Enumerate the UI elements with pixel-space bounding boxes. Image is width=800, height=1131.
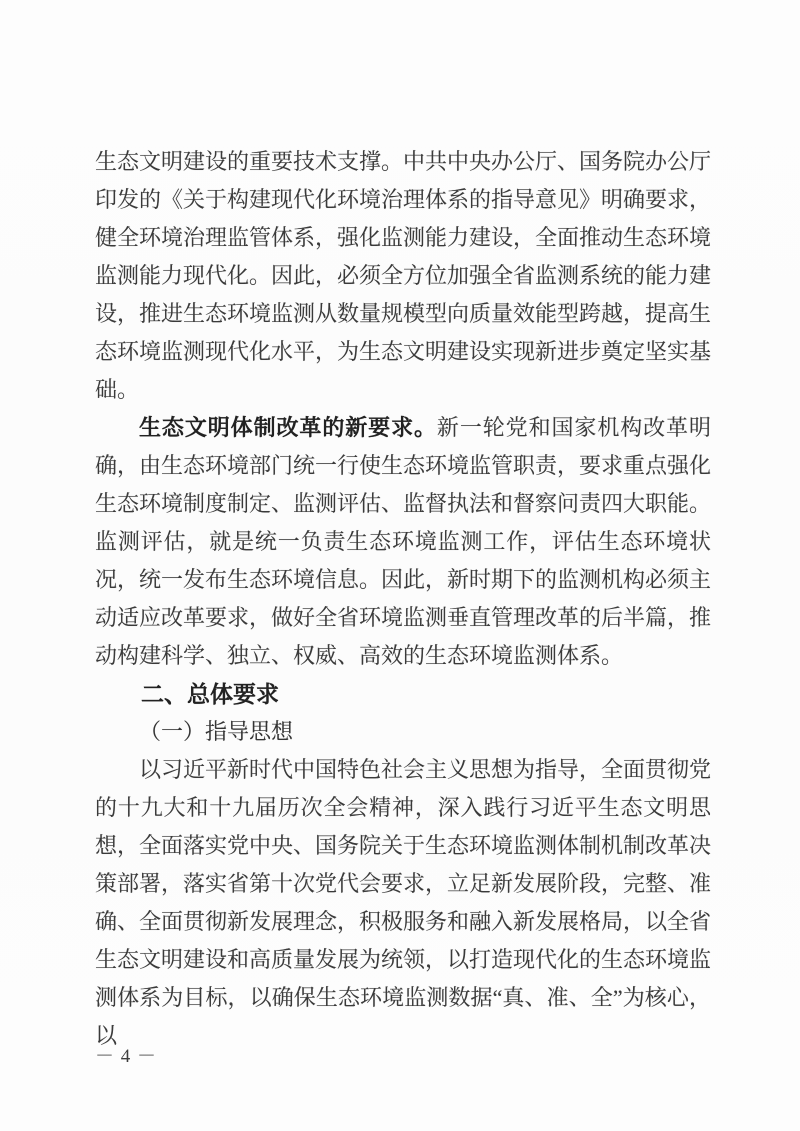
document-body xyxy=(95,143,711,1055)
paragraph-text: 新一轮党和国家机构改革明确，由生态环境部门统一行使生态环境监管职责，要求重点强化生态环境制度制定、监测评估、监督执法和督察问责四大职能。监测评估，就是统一负责生态环境监测工作，评估生态环境状况，统一发布生态环境信息。因此，新时期下的监测机构必须主动适应改革要求，做好全省环境监测垂直管理改革的后半篇，推动构建科学、独立、权威、高效的生态环境监测体系。 xyxy=(95,415,712,668)
paragraph-reform-requirements xyxy=(95,409,711,675)
page-number: － 4 － xyxy=(95,1046,158,1067)
subsection-heading-guiding-ideology: （一）指导思想 xyxy=(139,719,294,744)
paragraph-continuation: 生态文明建设的重要技术支撑。中共中央办公厅、国务院办公厅印发的《关于构建现代化环境治理体系的指导意见》明确要求，健全环境治理监管体系，强化监测能力建设，全面推动生态环境监测能力现代化。因此，必须全方位加强全省监测系统的能力建设，推进生态环境监测从数量规模型向质量效能型跨越，提高生态环境监测现代化水平，为生态文明建设实现新进步奠定坚实基础。 xyxy=(95,149,712,402)
section-heading-overall-requirements: 二、总体要求 xyxy=(141,681,279,707)
paragraph-guiding-ideology: 以习近平新时代中国特色社会主义思想为指导，全面贯彻党的十九大和十九届历次全会精神，深入践行习近平生态文明思想，全面落实党中央、国务院关于生态环境监测体制机制改革决策部署，落实省第十次党代会要求，立足新发展阶段，完整、准确、全面贯彻新发展理念，积极服务和融入新发展格局，以全省生态文明建设和高质量发展为统领，以打造现代化的生态环境监测体系为目标，以确保生态环境监测数据“真、准、全”为核心，以 xyxy=(95,757,712,1048)
paragraph-lead-emphasis: 生态文明体制改革的新要求。 xyxy=(139,415,437,440)
